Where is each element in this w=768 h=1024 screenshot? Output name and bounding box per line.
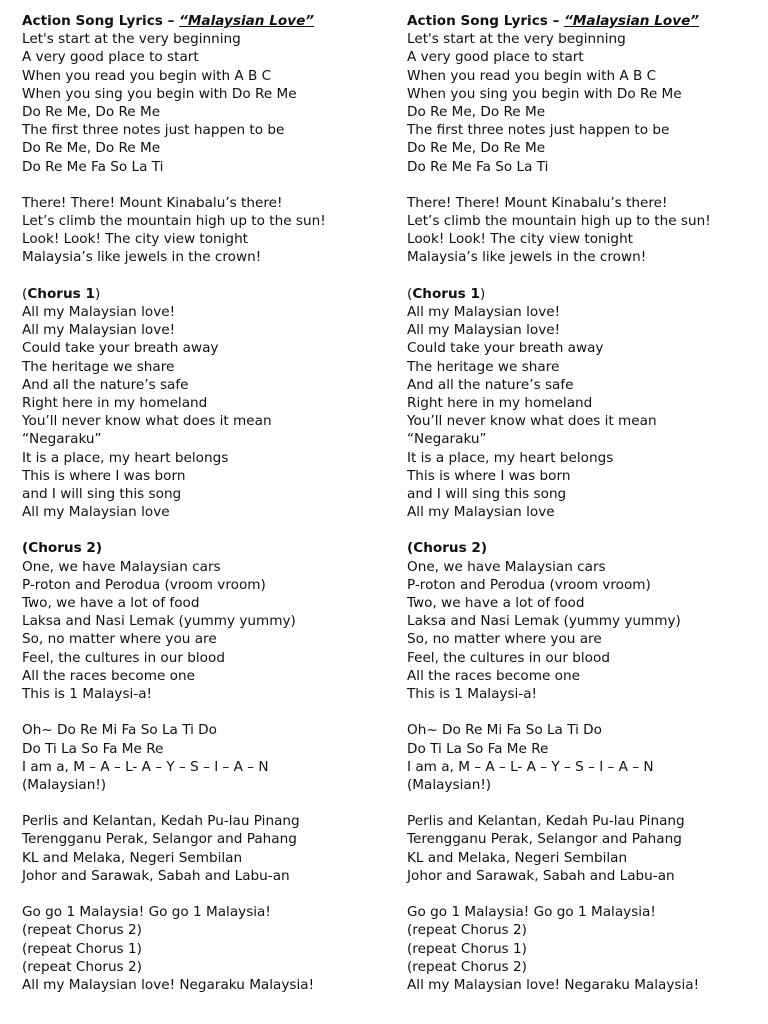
lyric-line: Right here in my homeland — [407, 394, 593, 411]
lyric-line: (repeat Chorus 1) — [22, 940, 142, 957]
lyric-line: Terengganu Perak, Selangor and Pahang — [407, 831, 682, 848]
stanza-gap — [407, 703, 767, 721]
lyric-line: Do Re Me, Do Re Me — [22, 140, 161, 157]
heading-paren-close: ) — [479, 285, 486, 302]
lyric-line: Johor and Sarawak, Sabah and Labu-an — [22, 867, 290, 884]
lyric-line: Let’s climb the mountain high up to the sun! — [407, 213, 711, 230]
lyric-line: There! There! Mount Kinabalu’s there! — [407, 194, 668, 211]
lyric-line: Do Re Me, Do Re Me — [22, 103, 161, 120]
stanza-gap — [407, 176, 767, 194]
stanza-5 — [22, 721, 382, 794]
lyric-line: (Malaysian!) — [22, 776, 107, 793]
lyric-line: This is 1 Malaysi-a! — [22, 685, 153, 702]
stanza-2 — [22, 194, 382, 267]
heading-paren-open: ( — [407, 285, 413, 302]
stanza-1 — [22, 30, 382, 176]
heading-paren-close: ) — [94, 285, 101, 302]
lyric-line: Go go 1 Malaysia! Go go 1 Malaysia! — [407, 904, 656, 921]
lyric-line: A very good place to start — [407, 49, 584, 66]
lyric-line: So, no matter where you are — [22, 631, 217, 648]
lyric-line: (repeat Chorus 1) — [407, 940, 527, 957]
lyric-line: When you sing you begin with Do Re Me — [407, 85, 682, 102]
stanza-6 — [407, 812, 767, 885]
stanza-7 — [407, 903, 767, 994]
lyric-line: “Negaraku” — [407, 431, 487, 448]
lyric-line: “Negaraku” — [22, 431, 102, 448]
lyric-line: KL and Melaka, Negeri Sembilan — [407, 849, 628, 866]
lyric-line: All my Malaysian love! Negaraku Malaysia! — [22, 976, 315, 993]
title-prefix: Action Song Lyrics – — [407, 13, 565, 29]
stanza-gap — [407, 885, 767, 903]
lyric-line: All my Malaysian love! — [22, 322, 176, 339]
lyric-line: Let's start at the very beginning — [22, 31, 241, 48]
lyric-line: Let’s climb the mountain high up to the sun! — [22, 213, 326, 230]
lyric-line: I am a, M – A – L- A – Y – S – I – A – N — [407, 758, 654, 775]
stanza-gap — [22, 176, 382, 194]
lyric-line: So, no matter where you are — [407, 631, 602, 648]
lyric-line: Perlis and Kelantan, Kedah Pu-lau Pinang — [407, 813, 685, 830]
stanza-gap — [407, 521, 767, 539]
stanza-2 — [407, 194, 767, 267]
lyric-line: One, we have Malaysian cars — [22, 558, 221, 575]
lyric-line: Feel, the cultures in our blood — [407, 649, 610, 666]
lyric-line: Terengganu Perak, Selangor and Pahang — [22, 831, 297, 848]
lyric-line: Perlis and Kelantan, Kedah Pu-lau Pinang — [22, 813, 300, 830]
lyric-line: This is 1 Malaysi-a! — [407, 685, 538, 702]
stanza-gap — [22, 267, 382, 285]
lyric-line: Do Re Me Fa So La Ti — [407, 158, 549, 175]
lyric-line: Do Re Me, Do Re Me — [407, 103, 546, 120]
lyric-line: The first three notes just happen to be — [407, 122, 670, 139]
title-prefix: Action Song Lyrics – — [22, 13, 180, 29]
lyric-line: Look! Look! The city view tonight — [22, 231, 249, 248]
lyric-line: The heritage we share — [407, 358, 560, 375]
stanza-3 — [22, 285, 382, 521]
lyric-line: Could take your breath away — [22, 340, 219, 357]
lyric-line: Could take your breath away — [407, 340, 604, 357]
lyric-line: I am a, M – A – L- A – Y – S – I – A – N — [22, 758, 269, 775]
lyric-line: Do Ti La So Fa Me Re — [22, 740, 164, 757]
lyric-line: Malaysia’s like jewels in the crown! — [22, 249, 262, 266]
lyric-line: P-roton and Perodua (vroom vroom) — [22, 576, 266, 593]
stanza-gap — [407, 794, 767, 812]
lyric-line: All my Malaysian love! — [407, 322, 561, 339]
lyric-line: Oh~ Do Re Mi Fa So La Ti Do — [22, 722, 217, 739]
lyric-line: When you sing you begin with Do Re Me — [22, 85, 297, 102]
lyric-line: All my Malaysian love — [407, 504, 555, 521]
lyric-line: All the races become one — [407, 667, 580, 684]
chorus-2-heading: (Chorus 2) — [407, 540, 488, 557]
lyric-line: (repeat Chorus 2) — [407, 922, 527, 939]
lyric-line: You’ll never know what does it mean — [22, 413, 272, 430]
lyric-line: Laksa and Nasi Lemak (yummy yummy) — [22, 613, 296, 630]
stanza-gap — [22, 521, 382, 539]
lyrics-title — [22, 12, 382, 30]
chorus-2-heading: (Chorus 2) — [22, 540, 103, 557]
lyric-line: Do Re Me Fa So La Ti — [22, 158, 164, 175]
title-song-name: “Malaysian Love” — [179, 13, 315, 29]
lyric-line: A very good place to start — [22, 49, 199, 66]
lyric-line: and I will sing this song — [22, 485, 182, 502]
lyric-line: And all the nature’s safe — [22, 376, 189, 393]
chorus-1-heading — [407, 285, 767, 303]
lyrics-column-right — [407, 12, 767, 994]
stanza-4 — [22, 539, 382, 703]
lyric-line: Malaysia’s like jewels in the crown! — [407, 249, 647, 266]
lyric-line: There! There! Mount Kinabalu’s there! — [22, 194, 283, 211]
lyrics-title — [407, 12, 767, 30]
stanza-3 — [407, 285, 767, 521]
stanza-gap — [22, 794, 382, 812]
lyric-line: (Malaysian!) — [407, 776, 492, 793]
lyrics-column-left — [22, 12, 382, 994]
lyric-line: You’ll never know what does it mean — [407, 413, 657, 430]
stanza-4 — [407, 539, 767, 703]
lyric-line: When you read you begin with A B C — [22, 67, 272, 84]
lyric-line: This is where I was born — [407, 467, 571, 484]
lyric-line: All my Malaysian love! Negaraku Malaysia! — [407, 976, 700, 993]
stanza-5 — [407, 721, 767, 794]
lyric-line: The heritage we share — [22, 358, 175, 375]
lyric-line: Go go 1 Malaysia! Go go 1 Malaysia! — [22, 904, 271, 921]
lyric-line: and I will sing this song — [407, 485, 567, 502]
heading-label: Chorus 1 — [27, 285, 95, 302]
lyric-line: Two, we have a lot of food — [22, 595, 200, 611]
stanza-6 — [22, 812, 382, 885]
stanza-7 — [22, 903, 382, 994]
stanza-gap — [22, 885, 382, 903]
chorus-1-heading — [22, 285, 382, 303]
lyric-line: All my Malaysian love! — [407, 304, 561, 320]
lyric-line: It is a place, my heart belongs — [22, 449, 229, 466]
lyric-line: Two, we have a lot of food — [407, 595, 585, 611]
lyric-line: Johor and Sarawak, Sabah and Labu-an — [407, 867, 675, 884]
lyric-line: Let's start at the very beginning — [407, 31, 626, 48]
lyric-line: It is a place, my heart belongs — [407, 449, 614, 466]
lyric-line: One, we have Malaysian cars — [407, 558, 606, 575]
lyric-line: (repeat Chorus 2) — [407, 958, 527, 975]
heading-paren-open: ( — [22, 285, 28, 302]
lyric-line: And all the nature’s safe — [407, 376, 574, 393]
lyric-line: Laksa and Nasi Lemak (yummy yummy) — [407, 613, 681, 630]
lyric-line: Feel, the cultures in our blood — [22, 649, 225, 666]
lyric-line: Look! Look! The city view tonight — [407, 231, 634, 248]
lyric-line: All my Malaysian love — [22, 504, 170, 521]
lyric-line: This is where I was born — [22, 467, 186, 484]
title-song-name: “Malaysian Love” — [564, 13, 700, 29]
lyric-line: All the races become one — [22, 667, 195, 684]
stanza-gap — [22, 703, 382, 721]
lyric-line: Do Ti La So Fa Me Re — [407, 740, 549, 757]
lyric-line: The first three notes just happen to be — [22, 122, 285, 139]
lyric-line: All my Malaysian love! — [22, 304, 176, 320]
lyric-line: Do Re Me, Do Re Me — [407, 140, 546, 157]
lyric-line: KL and Melaka, Negeri Sembilan — [22, 849, 243, 866]
lyric-line: Right here in my homeland — [22, 394, 208, 411]
lyric-line: Oh~ Do Re Mi Fa So La Ti Do — [407, 722, 602, 739]
lyric-line: (repeat Chorus 2) — [22, 958, 142, 975]
heading-label: Chorus 1 — [412, 285, 480, 302]
stanza-1 — [407, 30, 767, 176]
lyric-line: (repeat Chorus 2) — [22, 922, 142, 939]
stanza-gap — [407, 267, 767, 285]
lyric-line: When you read you begin with A B C — [407, 67, 657, 84]
lyric-line: P-roton and Perodua (vroom vroom) — [407, 576, 651, 593]
